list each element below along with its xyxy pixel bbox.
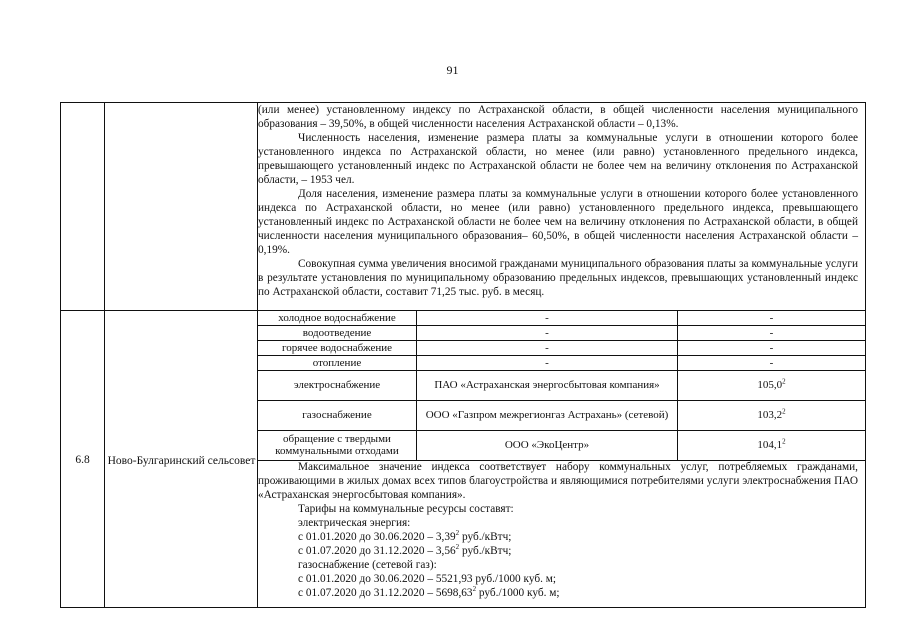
service-cell: обращение с твердыми коммунальными отходами — [258, 430, 417, 460]
index-value: 104,1 — [757, 439, 783, 451]
tariff-text: с 01.07.2020 до 31.12.2020 – 3,56 — [298, 545, 456, 557]
tariffs-intro: Тарифы на коммунальные ресурсы составят: — [298, 503, 514, 515]
index-cell — [678, 370, 866, 400]
provider-cell: - — [417, 311, 678, 325]
population-paragraphs — [258, 103, 858, 299]
page-number: 91 — [446, 63, 459, 77]
table-row — [258, 311, 865, 325]
index-value: 103,2 — [757, 409, 783, 421]
provider-cell: ООО «Газпром межрегионгаз Астрахань» (сетевой) — [417, 400, 678, 430]
footnote-mark: 2 — [782, 377, 786, 386]
provider-cell: - — [417, 355, 678, 370]
footnote-mark: 2 — [455, 529, 460, 538]
service-cell: горячее водоснабжение — [258, 340, 417, 355]
gas-tariff-line — [258, 586, 858, 600]
table-row — [258, 355, 865, 370]
max-index-paragraph: Максимальное значение индекса соответствует набору коммунальных услуг, потребляемых гражданами, проживающими в жилых домах всех типов благоустройства и являющимися потребителями услуги электроснабжения ПАО «Астраханская энергосбытовая компания». — [258, 461, 858, 501]
gas-label: газоснабжение (сетевой газ): — [298, 559, 437, 571]
index-cell: - — [678, 340, 866, 355]
electric-tariff-line — [258, 530, 858, 544]
municipality-name: Ново-Булгаринский сельсовет — [107, 455, 256, 467]
services-table — [258, 311, 865, 461]
electric-label: электрическая энергия: — [298, 517, 411, 529]
provider-cell: ПАО «Астраханская энергосбытовая компания» — [417, 370, 678, 400]
table-row — [258, 430, 865, 460]
index-cell: - — [678, 311, 866, 325]
provider-cell: - — [417, 340, 678, 355]
index-cell — [678, 430, 866, 460]
tariff-text: с 01.01.2020 до 30.06.2020 – 3,39 — [298, 531, 456, 543]
index-table — [60, 102, 866, 608]
tariff-unit: руб./кВтч; — [459, 531, 512, 543]
index-value: 105,0 — [757, 379, 783, 391]
tariff-text: с 01.07.2020 до 31.12.2020 – 5698,63 — [298, 587, 473, 599]
paragraph: Совокупная сумма увеличения вносимой гражданами муниципального образования платы за коммунальные услуги в результате установления по муниципальному образованию предельных индексов, превышающих установленный индекс по Астраханской области, составит 71,25 тыс. руб. в месяц. — [258, 258, 858, 298]
column-divider — [104, 103, 105, 607]
table-row — [258, 400, 865, 430]
service-cell: водоотведение — [258, 325, 417, 340]
tariff-unit: руб./кВтч; — [459, 545, 512, 557]
paragraph: Численность населения, изменение размера платы за коммунальные услуги в отношении которого более установленного индекса по Астраханской области, но менее (или равно) установленного предельного индекса, превышающего установленный индекс по Астраханской области не более чем на величину отклонения по Астраханской области, – 1953 чел. — [258, 132, 858, 186]
service-cell: газоснабжение — [258, 400, 417, 430]
gas-tariff-line: с 01.01.2020 до 30.06.2020 – 5521,93 руб./1000 куб. м; — [298, 573, 557, 585]
footnote-mark: 2 — [455, 543, 460, 552]
tariff-unit: руб./1000 куб. м; — [476, 587, 560, 599]
index-cell: - — [678, 325, 866, 340]
provider-cell: - — [417, 325, 678, 340]
footnote-mark: 2 — [782, 437, 786, 446]
table-row — [258, 370, 865, 400]
index-cell: - — [678, 355, 866, 370]
service-cell: отопление — [258, 355, 417, 370]
paragraph: Доля населения, изменение размера платы за коммунальные услуги в отношении которого более установленного индекса по Астраханской области, но менее (или равно) установленного предельного индекса, превышающего установленный индекс по Астраханской области не более чем на величину отклонения по Астраханской области, в общей численности населения муниципального образования– 60,50%, в общей численности населения Астраханской области – 0,19%. — [258, 188, 858, 256]
index-cell — [678, 400, 866, 430]
row-number: 6.8 — [75, 454, 90, 466]
electric-tariff-line — [258, 544, 858, 558]
service-cell: электроснабжение — [258, 370, 417, 400]
tariffs-section — [258, 460, 858, 600]
service-cell: холодное водоснабжение — [258, 311, 417, 325]
footnote-mark: 2 — [472, 585, 477, 594]
provider-cell: ООО «ЭкоЦентр» — [417, 430, 678, 460]
table-row — [258, 325, 865, 340]
paragraph: (или менее) установленному индексу по Астраханской области, в общей численности населения муниципального образования – 39,50%, в общей численности населения Астраханской области – 0,13%. — [258, 104, 858, 130]
table-row — [258, 340, 865, 355]
footnote-mark: 2 — [782, 407, 786, 416]
